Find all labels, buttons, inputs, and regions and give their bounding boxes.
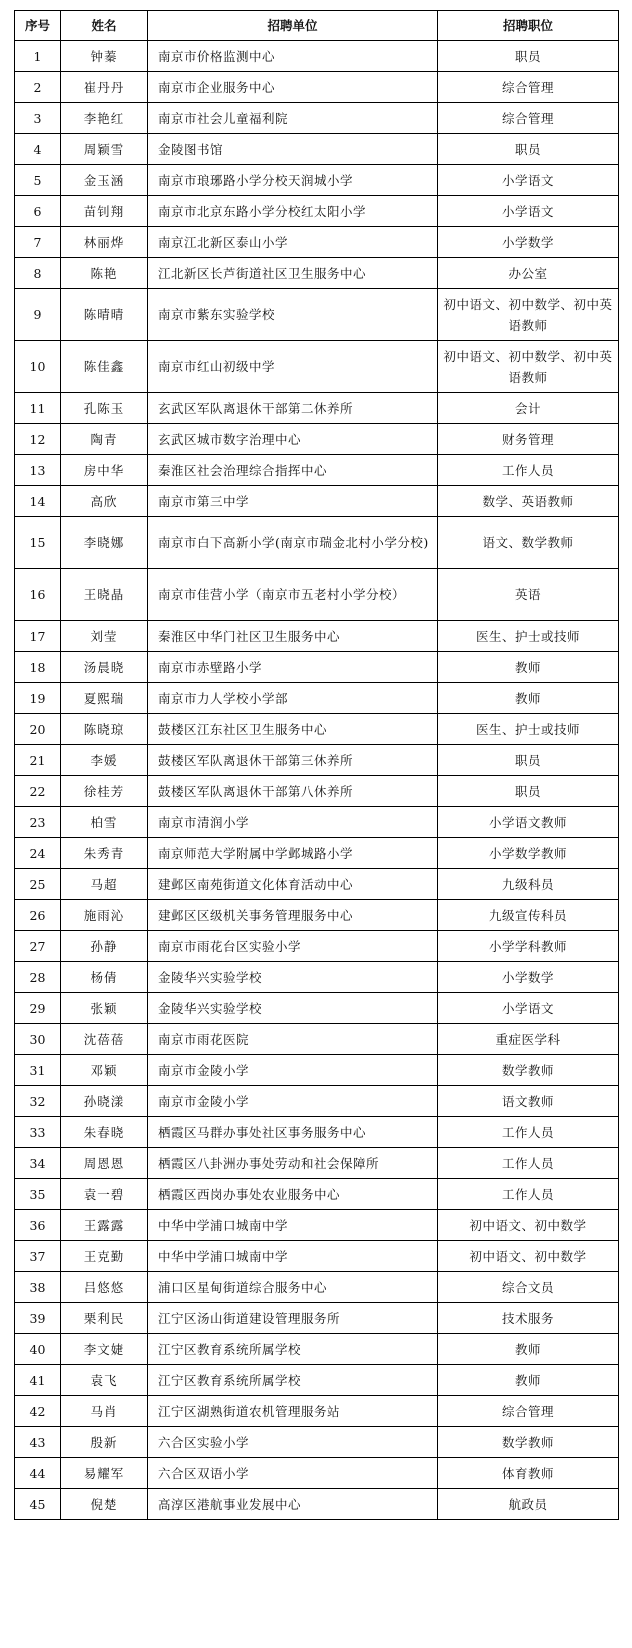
cell-unit: 六合区实验小学 — [148, 1427, 438, 1458]
cell-name: 施雨沁 — [61, 900, 148, 931]
cell-unit: 南京市社会儿童福利院 — [148, 103, 438, 134]
cell-no: 36 — [15, 1210, 61, 1241]
cell-unit: 秦淮区社会治理综合指挥中心 — [148, 455, 438, 486]
cell-no: 29 — [15, 993, 61, 1024]
cell-no: 10 — [15, 341, 61, 393]
cell-no: 31 — [15, 1055, 61, 1086]
cell-position: 小学数学 — [438, 227, 619, 258]
cell-no: 40 — [15, 1334, 61, 1365]
cell-position: 小学数学教师 — [438, 838, 619, 869]
cell-unit: 南京市金陵小学 — [148, 1086, 438, 1117]
cell-name: 刘莹 — [61, 621, 148, 652]
cell-unit: 金陵华兴实验学校 — [148, 993, 438, 1024]
cell-position: 九级宣传科员 — [438, 900, 619, 931]
cell-name: 李晓娜 — [61, 517, 148, 569]
cell-unit: 栖霞区八卦洲办事处劳动和社会保障所 — [148, 1148, 438, 1179]
cell-position: 初中语文、初中数学、初中英语教师 — [438, 289, 619, 341]
table-row — [15, 683, 619, 714]
table-row — [15, 424, 619, 455]
cell-unit: 鼓楼区江东社区卫生服务中心 — [148, 714, 438, 745]
cell-position: 英语 — [438, 569, 619, 621]
cell-no: 9 — [15, 289, 61, 341]
cell-unit: 南京市红山初级中学 — [148, 341, 438, 393]
table-row — [15, 1210, 619, 1241]
cell-no: 42 — [15, 1396, 61, 1427]
cell-unit: 鼓楼区军队离退休干部第八休养所 — [148, 776, 438, 807]
cell-name: 金玉涵 — [61, 165, 148, 196]
cell-no: 2 — [15, 72, 61, 103]
cell-no: 15 — [15, 517, 61, 569]
cell-name: 苗钊翔 — [61, 196, 148, 227]
cell-position: 航政员 — [438, 1489, 619, 1520]
cell-position: 职员 — [438, 41, 619, 72]
cell-position: 九级科员 — [438, 869, 619, 900]
table-row — [15, 134, 619, 165]
cell-position: 初中语文、初中数学 — [438, 1210, 619, 1241]
cell-name: 马超 — [61, 869, 148, 900]
cell-no: 12 — [15, 424, 61, 455]
table-row — [15, 1365, 619, 1396]
cell-name: 陈晴晴 — [61, 289, 148, 341]
cell-no: 33 — [15, 1117, 61, 1148]
table-row — [15, 486, 619, 517]
cell-position: 初中语文、初中数学、初中英语教师 — [438, 341, 619, 393]
cell-name: 王露露 — [61, 1210, 148, 1241]
cell-no: 28 — [15, 962, 61, 993]
cell-name: 张颖 — [61, 993, 148, 1024]
cell-unit: 金陵华兴实验学校 — [148, 962, 438, 993]
cell-name: 钟蓁 — [61, 41, 148, 72]
table-row — [15, 258, 619, 289]
cell-name: 邓颖 — [61, 1055, 148, 1086]
cell-unit: 江宁区汤山街道建设管理服务所 — [148, 1303, 438, 1334]
table-row — [15, 569, 619, 621]
cell-no: 21 — [15, 745, 61, 776]
cell-no: 19 — [15, 683, 61, 714]
table-row — [15, 1086, 619, 1117]
cell-name: 徐桂芳 — [61, 776, 148, 807]
header-name: 姓名 — [61, 11, 148, 41]
cell-unit: 江北新区长芦街道社区卫生服务中心 — [148, 258, 438, 289]
table-row — [15, 869, 619, 900]
table-header-row — [15, 11, 619, 41]
cell-position: 体育教师 — [438, 1458, 619, 1489]
cell-position: 小学语文 — [438, 196, 619, 227]
cell-no: 41 — [15, 1365, 61, 1396]
cell-no: 24 — [15, 838, 61, 869]
cell-no: 20 — [15, 714, 61, 745]
table-row — [15, 776, 619, 807]
cell-name: 柏雪 — [61, 807, 148, 838]
table-row — [15, 621, 619, 652]
cell-unit: 栖霞区西岗办事处农业服务中心 — [148, 1179, 438, 1210]
table-row — [15, 455, 619, 486]
cell-name: 夏熙瑞 — [61, 683, 148, 714]
cell-position: 教师 — [438, 1334, 619, 1365]
cell-position: 综合管理 — [438, 72, 619, 103]
cell-name: 高欣 — [61, 486, 148, 517]
cell-name: 李艳红 — [61, 103, 148, 134]
cell-position: 小学学科教师 — [438, 931, 619, 962]
cell-no: 14 — [15, 486, 61, 517]
table-row — [15, 1179, 619, 1210]
table-row — [15, 1055, 619, 1086]
cell-position: 语文教师 — [438, 1086, 619, 1117]
cell-no: 38 — [15, 1272, 61, 1303]
cell-no: 8 — [15, 258, 61, 289]
cell-no: 23 — [15, 807, 61, 838]
cell-position: 工作人员 — [438, 455, 619, 486]
cell-position: 会计 — [438, 393, 619, 424]
cell-no: 13 — [15, 455, 61, 486]
recruitment-document — [14, 10, 618, 1520]
cell-name: 崔丹丹 — [61, 72, 148, 103]
cell-no: 30 — [15, 1024, 61, 1055]
table-body — [15, 41, 619, 1520]
table-row — [15, 1024, 619, 1055]
cell-no: 34 — [15, 1148, 61, 1179]
table-row — [15, 1148, 619, 1179]
cell-position: 办公室 — [438, 258, 619, 289]
cell-position: 工作人员 — [438, 1179, 619, 1210]
cell-name: 陶青 — [61, 424, 148, 455]
cell-unit: 金陵图书馆 — [148, 134, 438, 165]
cell-name: 杨倩 — [61, 962, 148, 993]
cell-position: 医生、护士或技师 — [438, 714, 619, 745]
table-row — [15, 931, 619, 962]
cell-name: 朱春晓 — [61, 1117, 148, 1148]
cell-name: 林丽烨 — [61, 227, 148, 258]
cell-position: 初中语文、初中数学 — [438, 1241, 619, 1272]
cell-no: 5 — [15, 165, 61, 196]
cell-unit: 江宁区教育系统所属学校 — [148, 1334, 438, 1365]
cell-no: 35 — [15, 1179, 61, 1210]
cell-unit: 玄武区城市数字治理中心 — [148, 424, 438, 455]
table-row — [15, 196, 619, 227]
cell-unit: 南京江北新区泰山小学 — [148, 227, 438, 258]
cell-unit: 南京市第三中学 — [148, 486, 438, 517]
table-row — [15, 165, 619, 196]
cell-position: 职员 — [438, 745, 619, 776]
cell-unit: 中华中学浦口城南中学 — [148, 1210, 438, 1241]
cell-unit: 南京市雨花医院 — [148, 1024, 438, 1055]
cell-name: 倪楚 — [61, 1489, 148, 1520]
cell-position: 综合管理 — [438, 103, 619, 134]
cell-unit: 南京市赤壁路小学 — [148, 652, 438, 683]
cell-unit: 南京市清润小学 — [148, 807, 438, 838]
cell-unit: 六合区双语小学 — [148, 1458, 438, 1489]
table-row — [15, 72, 619, 103]
header-unit: 招聘单位 — [148, 11, 438, 41]
cell-unit: 浦口区星甸街道综合服务中心 — [148, 1272, 438, 1303]
cell-no: 18 — [15, 652, 61, 683]
cell-no: 6 — [15, 196, 61, 227]
cell-position: 技术服务 — [438, 1303, 619, 1334]
table-row — [15, 227, 619, 258]
cell-unit: 南京市北京东路小学分校红太阳小学 — [148, 196, 438, 227]
cell-no: 32 — [15, 1086, 61, 1117]
cell-unit: 江宁区教育系统所属学校 — [148, 1365, 438, 1396]
cell-no: 27 — [15, 931, 61, 962]
cell-unit: 秦淮区中华门社区卫生服务中心 — [148, 621, 438, 652]
cell-position: 教师 — [438, 1365, 619, 1396]
cell-position: 教师 — [438, 683, 619, 714]
cell-unit: 建邺区区级机关事务管理服务中心 — [148, 900, 438, 931]
cell-name: 孙晓漾 — [61, 1086, 148, 1117]
cell-position: 小学语文 — [438, 165, 619, 196]
cell-unit: 中华中学浦口城南中学 — [148, 1241, 438, 1272]
cell-unit: 南京市白下高新小学(南京市瑞金北村小学分校) — [148, 517, 438, 569]
table-row — [15, 652, 619, 683]
cell-name: 马肖 — [61, 1396, 148, 1427]
cell-name: 王克勤 — [61, 1241, 148, 1272]
cell-name: 沈蓓蓓 — [61, 1024, 148, 1055]
cell-name: 袁飞 — [61, 1365, 148, 1396]
recruitment-table — [14, 10, 619, 1520]
cell-position: 数学教师 — [438, 1055, 619, 1086]
table-row — [15, 962, 619, 993]
cell-unit: 南京市琅琊路小学分校天润城小学 — [148, 165, 438, 196]
cell-unit: 南京市力人学校小学部 — [148, 683, 438, 714]
cell-no: 7 — [15, 227, 61, 258]
cell-name: 房中华 — [61, 455, 148, 486]
cell-name: 陈佳鑫 — [61, 341, 148, 393]
cell-no: 3 — [15, 103, 61, 134]
table-row — [15, 1303, 619, 1334]
cell-unit: 南京市紫东实验学校 — [148, 289, 438, 341]
cell-position: 小学语文教师 — [438, 807, 619, 838]
cell-unit: 鼓楼区军队离退休干部第三休养所 — [148, 745, 438, 776]
cell-unit: 南京市价格监测中心 — [148, 41, 438, 72]
cell-no: 45 — [15, 1489, 61, 1520]
cell-name: 陈晓琼 — [61, 714, 148, 745]
table-row — [15, 1117, 619, 1148]
cell-unit: 南京市金陵小学 — [148, 1055, 438, 1086]
cell-name: 陈艳 — [61, 258, 148, 289]
cell-no: 22 — [15, 776, 61, 807]
cell-name: 王晓晶 — [61, 569, 148, 621]
cell-position: 教师 — [438, 652, 619, 683]
cell-position: 医生、护士或技师 — [438, 621, 619, 652]
cell-no: 4 — [15, 134, 61, 165]
table-row — [15, 1427, 619, 1458]
cell-unit: 南京师范大学附属中学邺城路小学 — [148, 838, 438, 869]
cell-unit: 南京市佳营小学（南京市五老村小学分校） — [148, 569, 438, 621]
cell-name: 汤晨晓 — [61, 652, 148, 683]
table-row — [15, 289, 619, 341]
cell-unit: 南京市雨花台区实验小学 — [148, 931, 438, 962]
table-row — [15, 1334, 619, 1365]
cell-position: 数学教师 — [438, 1427, 619, 1458]
cell-name: 周恩恩 — [61, 1148, 148, 1179]
table-row — [15, 1489, 619, 1520]
cell-position: 职员 — [438, 776, 619, 807]
cell-no: 37 — [15, 1241, 61, 1272]
table-row — [15, 1241, 619, 1272]
cell-name: 易耀军 — [61, 1458, 148, 1489]
table-row — [15, 1396, 619, 1427]
table-row — [15, 517, 619, 569]
cell-position: 小学语文 — [438, 993, 619, 1024]
cell-name: 吕悠悠 — [61, 1272, 148, 1303]
cell-position: 小学数学 — [438, 962, 619, 993]
cell-unit: 建邺区南苑街道文化体育活动中心 — [148, 869, 438, 900]
cell-no: 25 — [15, 869, 61, 900]
cell-position: 财务管理 — [438, 424, 619, 455]
header-no: 序号 — [15, 11, 61, 41]
cell-name: 孙静 — [61, 931, 148, 962]
cell-no: 26 — [15, 900, 61, 931]
cell-no: 11 — [15, 393, 61, 424]
cell-unit: 高淳区港航事业发展中心 — [148, 1489, 438, 1520]
table-row — [15, 807, 619, 838]
cell-position: 语文、数学教师 — [438, 517, 619, 569]
cell-name: 孔陈玉 — [61, 393, 148, 424]
table-row — [15, 393, 619, 424]
cell-position: 工作人员 — [438, 1117, 619, 1148]
table-row — [15, 41, 619, 72]
cell-no: 39 — [15, 1303, 61, 1334]
cell-unit: 南京市企业服务中心 — [148, 72, 438, 103]
cell-no: 44 — [15, 1458, 61, 1489]
cell-position: 综合管理 — [438, 1396, 619, 1427]
table-row — [15, 103, 619, 134]
cell-name: 朱秀青 — [61, 838, 148, 869]
table-row — [15, 714, 619, 745]
table-row — [15, 900, 619, 931]
cell-name: 李文婕 — [61, 1334, 148, 1365]
table-row — [15, 993, 619, 1024]
cell-name: 袁一碧 — [61, 1179, 148, 1210]
cell-name: 殷新 — [61, 1427, 148, 1458]
cell-position: 数学、英语教师 — [438, 486, 619, 517]
header-position: 招聘职位 — [438, 11, 619, 41]
cell-no: 17 — [15, 621, 61, 652]
cell-name: 栗利民 — [61, 1303, 148, 1334]
cell-no: 1 — [15, 41, 61, 72]
table-row — [15, 1272, 619, 1303]
cell-position: 职员 — [438, 134, 619, 165]
table-row — [15, 838, 619, 869]
cell-unit: 江宁区湖熟街道农机管理服务站 — [148, 1396, 438, 1427]
table-row — [15, 341, 619, 393]
cell-no: 43 — [15, 1427, 61, 1458]
table-row — [15, 1458, 619, 1489]
cell-no: 16 — [15, 569, 61, 621]
cell-unit: 玄武区军队离退休干部第二休养所 — [148, 393, 438, 424]
cell-name: 周颖雪 — [61, 134, 148, 165]
cell-position: 工作人员 — [438, 1148, 619, 1179]
cell-position: 综合文员 — [438, 1272, 619, 1303]
cell-unit: 栖霞区马群办事处社区事务服务中心 — [148, 1117, 438, 1148]
cell-name: 李媛 — [61, 745, 148, 776]
cell-position: 重症医学科 — [438, 1024, 619, 1055]
table-row — [15, 745, 619, 776]
